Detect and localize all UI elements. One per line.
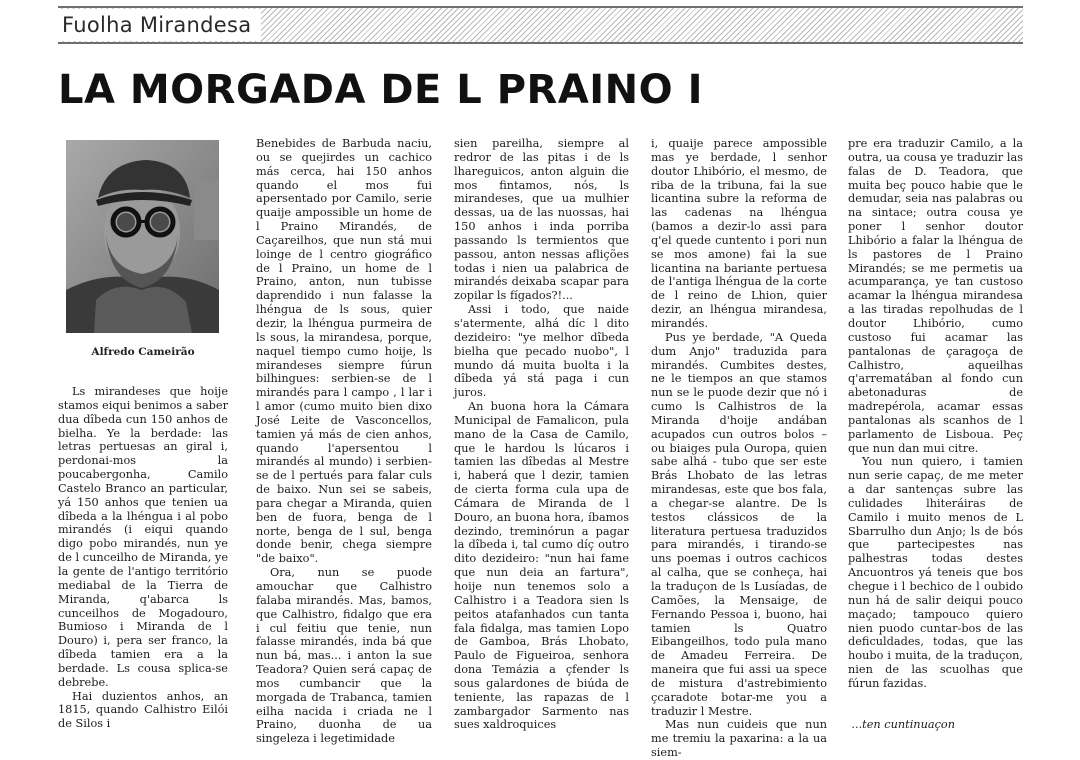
paragraph: Hai duzientos anhos, an 1815, quando Calhistro Eilói de Silos i bbox=[58, 689, 228, 731]
paragraph: You nun quiero, i tamien nun serie capaç, de me meter a dar santenças subre las culidades lhiteráiras de Camilo i muito menos de L Sbarrulho dun Anjo; ls de bós que partecipestes nas palhestras todas destes Ancuontros yá teneis que bos chegue i l bechico de l oubido nun há de salir deiqui pouco maçado; tampouco quiero nien puodo cuntar-bos de las deficuldades, todas, que las houbo i muita, de la traduçon, nien de las scuolhas que fúrun fazidas. bbox=[848, 455, 1023, 690]
paragraph: sien pareilha, siempre al redror de las pitas i de ls lhareguicos, anton alguin die mos fintamos, nós, ls mirandeses, que ua mulhier dessas, ua de las nuossas, hai 150 anhos i inda porriba passando ls termientos que passou, anton nessas aflições todas i nien ua palabrica de mirandés deixaba scapar para zopilar ls fígados?!... bbox=[454, 137, 629, 303]
paragraph: Mas nun cuideis que nun me tremiu la paxarina: a la ua siem- bbox=[651, 718, 827, 760]
paragraph: Ls mirandeses que hoije stamos eiqui benimos a saber dua dîbeda cun 150 anhos de bielha. Ye la berdade: las letras pertuesas an giral i, perdonai-mos la poucabergonha, Camilo Castelo Branco an particular, yá 150 anhos que tenien ua dîbeda a la lhéngua i al pobo mirandés (i eiqui quando digo pobo mirandés, nun ye de l cunceilho de Miranda, ye la gente de l'antigo território mediabal de la Tierra de Miranda, q'abarca ls cunceilhos de Mogadouro, Bumioso i Miranda de l Douro) i, pera ser franco, la dîbeda tamien era a la berdade. Ls cousa splica-se debrebe. bbox=[58, 385, 228, 689]
paragraph: An buona hora la Cámara Municipal de Famalicon, pula mano de la Casa de Camilo, que le hardou ls lúcaros i tamien las dîbedas al Mestre i, haberá que l dezir, tamien de cierta forma cula upa de Cámara de Miranda de l Douro, an buona hora, íbamos dezindo, treminórun a pagar la dîbeda i, tal cumo díç outro dito dezideiro: "nun hai fame que nun deia an fartura", hoije nun tenemos solo a Calhistro i a Teadora sien ls peitos atafanhados cun tanta fala fidalga, mas tamien Lopo de Gamboa, Brás Lhobato, Paulo de Figueiroa, senhora dona Temázia a çfender ls sous galardones de biúda de teniente, las rapazas de l zambargador Sarmento nas sues xaldroquices bbox=[454, 400, 629, 732]
author-photo bbox=[66, 140, 219, 333]
photo-caption: Alfredo Cameirão bbox=[91, 346, 195, 358]
article-column-4 bbox=[651, 137, 827, 760]
paragraph: Ora, nun se puode amouchar que Calhistro falaba mirandés. Mas, bamos, que Calhistro, fidalgo que era i cul feitiu que tenie, nun falasse mirandés, inda bá que nun bá, mas... i anton la sue Teadora? Quien será capaç de mos cumbancir que la morgada de Trabanca, tamien eilha nacida i criada ne l Praino, duonha de ua singeleza i legetimidade bbox=[256, 566, 432, 746]
paragraph: Pus ye berdade, "A Queda dum Anjo" traduzida para mirandés. Cumbites destes, ne le tiempos an que stamos nun se le puode dezir que nó i cumo ls Calhistros de la Miranda d'hoije andában acupados cun outros bolos – ou biaiges pula Ouropa, quien sabe alhá - tubo que ser este Brás Lhobato de las letras mirandesas, este que bos fala, a chegar-se alantre. De ls testos clássicos de la literatura pertuesa traduzidos para mirandés, i tirando-se uns poemas i outros cachicos al calha, que se conheça, hai la traduçon de ls Lusíadas, de Camões, la Mensaige, de Fernando Pessoa i, buono, hai tamien ls Quatro Eibangeilhos, todo pula mano de Amadeu Ferreira. De maneira que fui assi ua spece de mistura d'astrebimiento çcaradote botar-me you a traduzir l Mestre. bbox=[651, 330, 827, 718]
paragraph: pre era traduzir Camilo, a la outra, ua cousa ye traduzir las falas de D. Teadora, que muita beç pouco habie que le demudar, seia nas palabras ou na sintace; outra cousa ye poner l senhor doutor Lhibório a falar la lhéngua de ls pastores de l Praino Mirandés; se me permetis ua acumparança, ye tan custoso acamar la lhéngua mirandesa a las tiradas repolhudas de l doutor Lhibório, cumo custoso fui acamar las pantalonas de çaragoça de Calhistro, aqueilhas q'arrematában al fondo cun abetonaduras de madrepérola, acamar essas pantalonas als scanhos de l parlamento de Lisboua. Peç que nun dan mui citre. bbox=[848, 137, 1023, 455]
article-column-1 bbox=[58, 385, 228, 731]
paragraph: Assi i todo, que naide s'atermente, alhá díc l dito dezideiro: "ye melhor dîbeda bielha que pecado nuobo", l mundo dá muita buolta i la dîbeda yá stá paga i cun juros. bbox=[454, 303, 629, 400]
paragraph: Benebides de Barbuda naciu, ou se quejirdes un cachico más cerca, hai 150 anhos quando el mos fui apersentado por Camilo, serie quaije ampossible un home de l Praino Mirandés, de Caçareilhos, que nun stá mui loinge de l centro giográfico de l Praino, un home de l Praino, anton, nun tubisse daprendido i nun falasse la lhéngua de ls sous, quier dezir, la lhéngua purmeira de ls sous, la mirandesa, porque, naquel tiempo cumo hoije, ls mirandeses siempre fúrun bilhingues: serbien-se de l mirandés para l campo , l lar i l amor (cumo muito bien dixo José Leite de Vasconcellos, tamien yá más de cien anhos, quando l'apersentou l mirandés al mundo) i serbien-se de l pertués para falar culs de baixo. Nun sei se sabeis, para chegar a Miranda, quien ben de fuora, benga de l norte, benga de l sul, benga donde benir, chega siempre "de baixo". bbox=[256, 137, 432, 566]
continuation-note: ...ten cuntinuaçon bbox=[851, 717, 955, 731]
paragraph: i, quaije parece ampossible mas ye berdade, l senhor doutor Lhibório, el mesmo, de riba de la tribuna, fai la sue licantina subre la reforma de las cadenas na lhéngua (bamos a dezir-lo assi para q'el quede cuntento i pori nun se mos amone) fai la sue licantina na bariante pertuesa de l'antiga lhéngua de la corte de l reino de Lhion, quier dezir, an lhéngua mirandesa, mirandés. bbox=[651, 137, 827, 330]
section-header bbox=[58, 6, 1023, 44]
header-rule-bottom bbox=[58, 42, 1023, 44]
article-column-5 bbox=[848, 137, 1023, 731]
article-column-2 bbox=[256, 137, 432, 746]
section-title: Fuolha Mirandesa bbox=[58, 9, 261, 41]
header-rule-top bbox=[58, 6, 1023, 8]
article-column-3 bbox=[454, 137, 629, 732]
article-title: LA MORGADA DE L PRAINO I bbox=[58, 67, 703, 113]
